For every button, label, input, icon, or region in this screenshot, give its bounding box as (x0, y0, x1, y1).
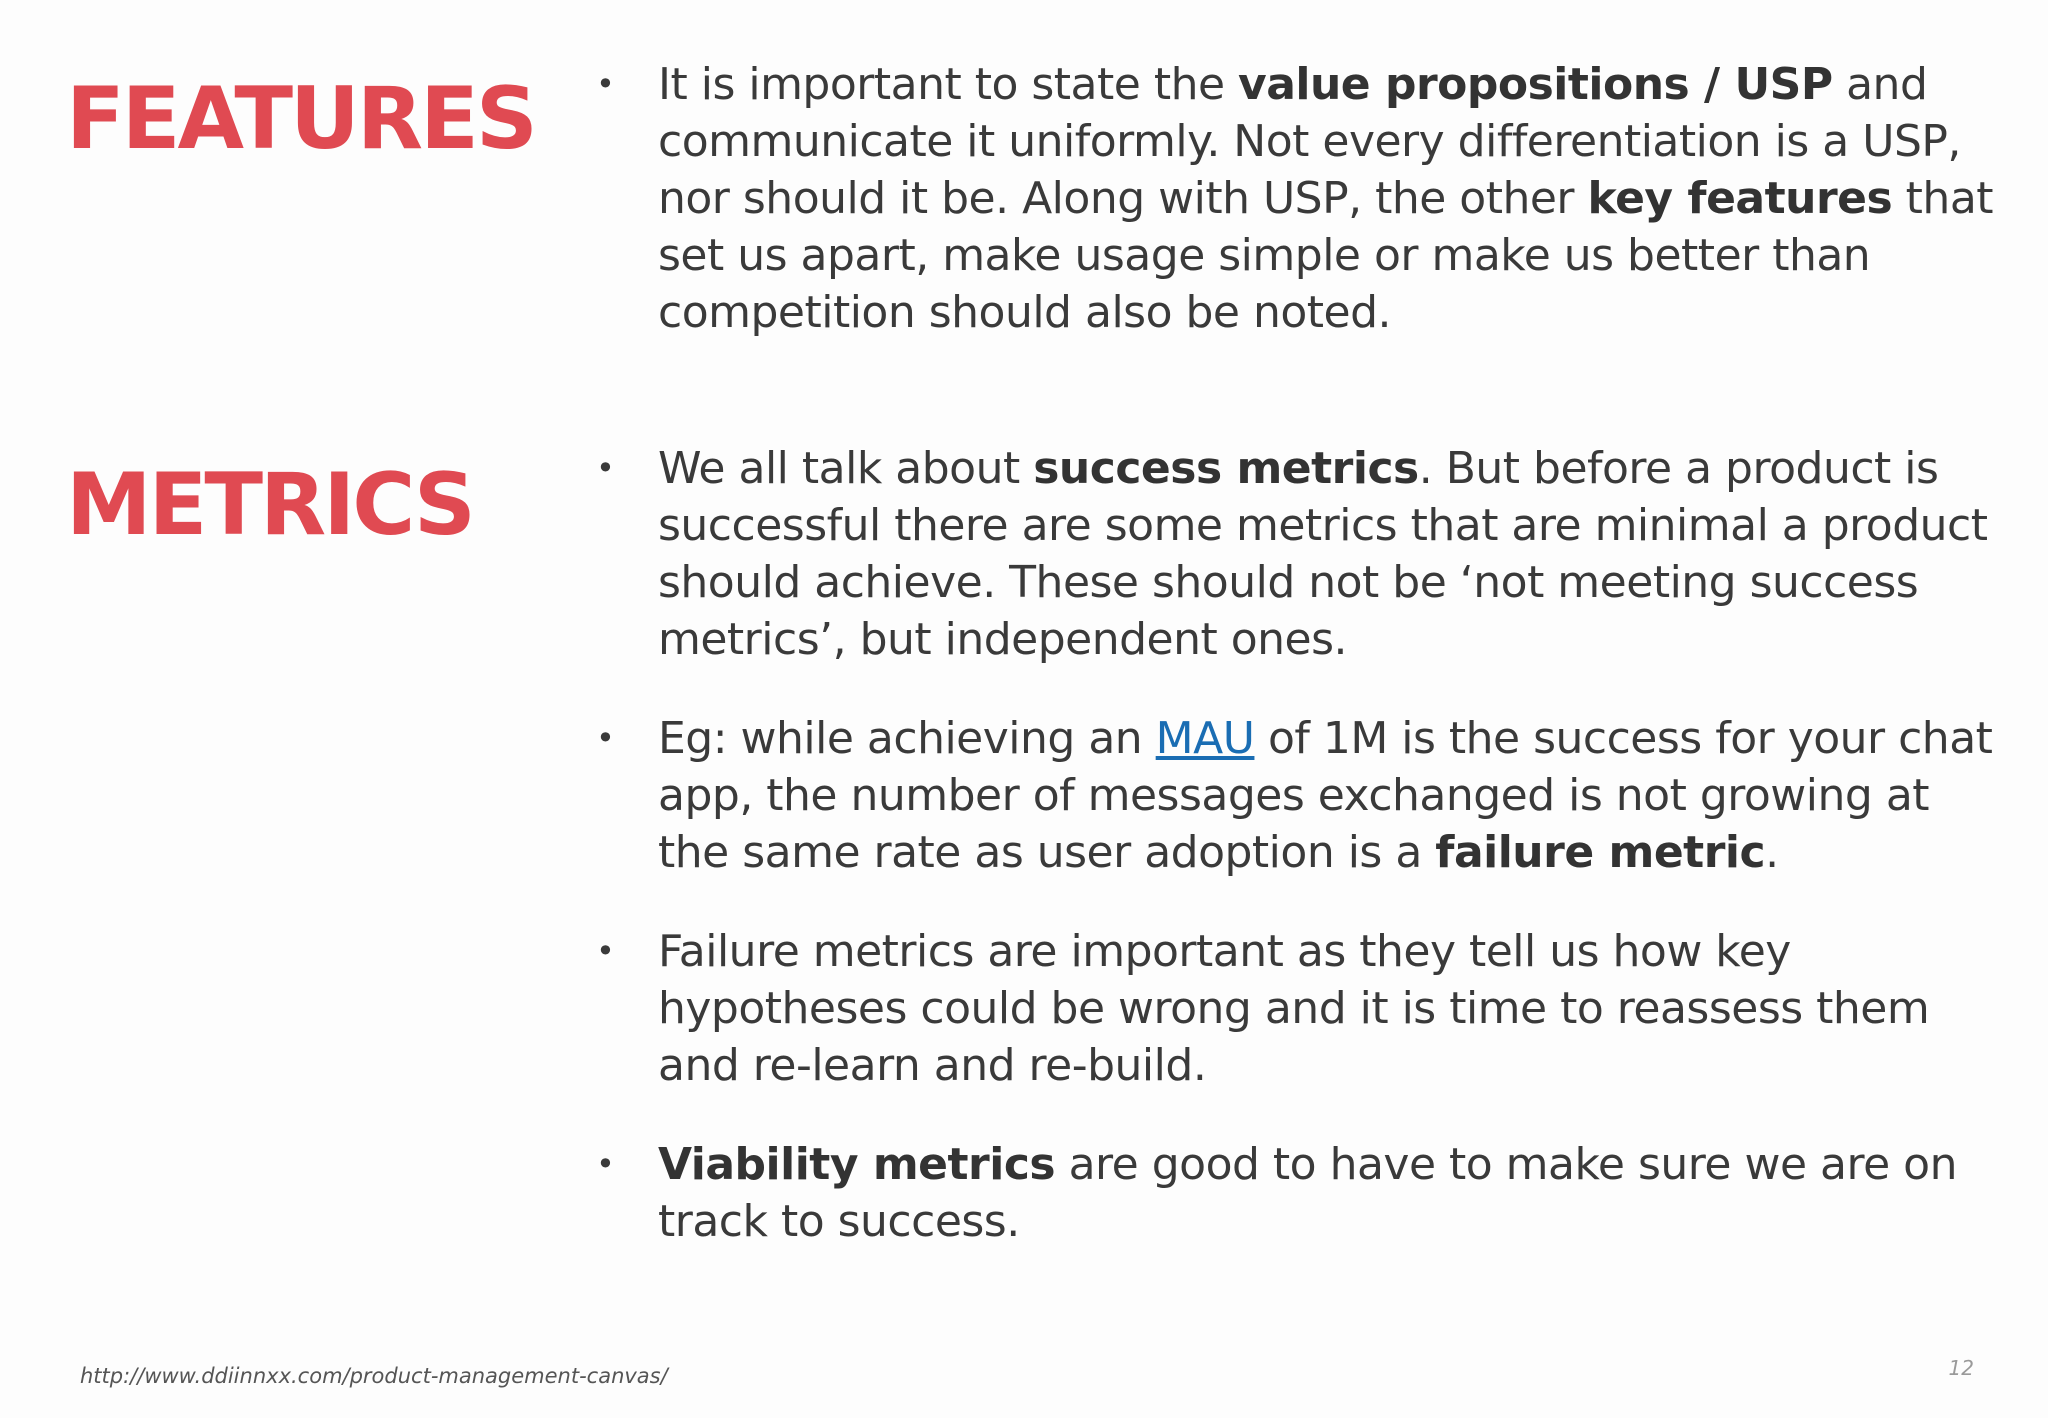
bold-text: key features (1587, 173, 1893, 224)
bullet-glyph: • (596, 932, 615, 970)
body-text: are good to have to make sure we are on track to success. (658, 1139, 1957, 1247)
body-text: It is important to state the (658, 59, 1239, 110)
mau-link[interactable]: MAU (1155, 713, 1255, 764)
bold-text: success metrics (1033, 443, 1419, 494)
body-text: . (1765, 827, 1779, 878)
bold-text: failure metric (1435, 827, 1766, 878)
features-heading: FEATURES (66, 69, 535, 169)
body-text: and communicate it uniformly. Not every differentiation is a USP, nor should it be. Along with USP, the other (658, 59, 1961, 224)
bullet-item (592, 1136, 2012, 1250)
body-text: . But before a product is successful there are some metrics that are minimal a product should achieve. These should not be ‘not meeting success metrics’, but independent ones. (658, 443, 1988, 665)
bullet-item (592, 923, 2012, 1094)
body-text: We all talk about (658, 443, 1034, 494)
bold-text: Viability metrics (658, 1139, 1056, 1190)
bullet-glyph: • (596, 1145, 615, 1183)
metrics-heading: METRICS (66, 455, 473, 555)
bullet-glyph: • (596, 65, 615, 103)
body-text: of 1M is the success for your chat app, the number of messages exchanged is not growing at the same rate as user adoption is a (658, 713, 1993, 878)
bold-text: value propositions / USP (1238, 59, 1833, 110)
source-url: http://www.ddiinnxx.com/product-management-canvas/ (80, 1364, 668, 1388)
bullet-glyph: • (596, 719, 615, 757)
page-number: 12 (1948, 1356, 1974, 1380)
body-text: that set us apart, make usage simple or make us better than competition should also be noted. (658, 173, 1994, 338)
body-text: Eg: while achieving an (658, 713, 1156, 764)
metrics-bullet-list (592, 440, 2012, 1292)
bullet-item (592, 710, 2012, 881)
bullet-item (592, 440, 2012, 668)
features-bullet-list (592, 56, 2012, 383)
body-text: Failure metrics are important as they tell us how key hypotheses could be wrong and it is time to reassess them and re-learn and re-build. (658, 926, 1930, 1091)
bullet-item (592, 56, 2012, 341)
bullet-glyph: • (596, 449, 615, 487)
